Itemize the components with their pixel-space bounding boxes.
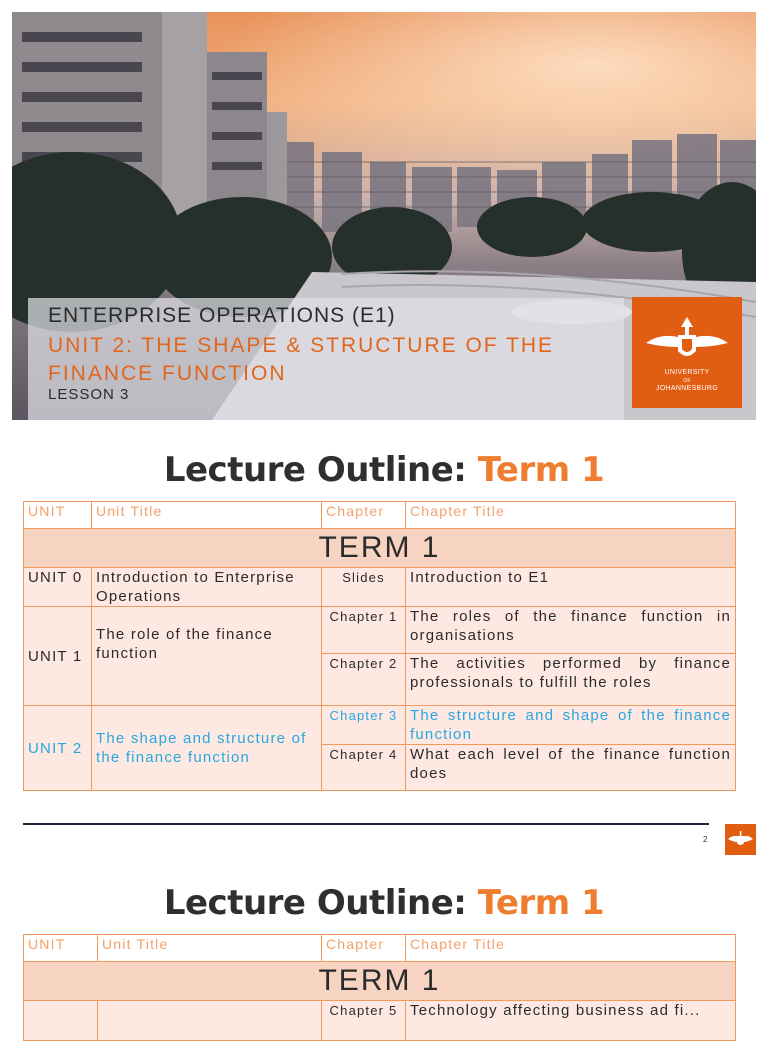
outline-title-prefix: Lecture Outline:	[163, 450, 467, 490]
header-chapter: Chapter	[322, 502, 406, 529]
chapter-cell: Slides	[322, 568, 406, 607]
unit-cell: UNIT 2	[24, 706, 92, 791]
unit-cell: UNIT 1	[24, 607, 92, 706]
unit-title-cell: The shape and structure of the finance function	[92, 706, 322, 791]
outline-title-accent: Term 1	[477, 883, 605, 923]
unit-title-cell: The role of the finance function	[92, 607, 322, 706]
chapter-title-cell: Technology affecting business ad fi...	[406, 1001, 736, 1041]
table-row	[24, 568, 736, 607]
table-row	[24, 706, 736, 745]
chapter-cell: Chapter 1	[322, 607, 406, 654]
outline-title-prefix: Lecture Outline:	[163, 883, 467, 923]
term-row	[24, 529, 736, 568]
logo-line-of: OF	[683, 378, 691, 384]
unit-title-cell: Introduction to Enterprise Operations	[92, 568, 322, 607]
footer-logo	[725, 824, 756, 855]
logo-line-university: UNIVERSITY	[664, 369, 710, 376]
table-header-row	[24, 935, 736, 962]
header-chapter-title: Chapter Title	[406, 935, 736, 962]
unit-cell	[24, 1001, 98, 1041]
unit-title-cell	[98, 1001, 322, 1041]
header-chapter-title: Chapter Title	[406, 502, 736, 529]
term-label: TERM 1	[24, 962, 736, 1001]
university-logo	[632, 297, 742, 408]
outline-title-accent: Term 1	[477, 450, 605, 490]
chapter-title-cell: The structure and shape of the finance function	[406, 706, 736, 745]
logo-line-johannesburg: JOHANNESBURG	[656, 385, 718, 392]
unit-title: UNIT 2: THE SHAPE & STRUCTURE OF THE FINANCE FUNCTION	[48, 334, 555, 385]
chapter-cell: Chapter 2	[322, 654, 406, 706]
chapter-title-cell: The activities performed by finance professionals to fulfill the roles	[406, 654, 736, 706]
term-label: TERM 1	[24, 529, 736, 568]
title-slide	[12, 12, 756, 420]
header-chapter: Chapter	[322, 935, 406, 962]
course-title: ENTERPRISE OPERATIONS (E1)	[48, 304, 396, 327]
outline-title	[0, 450, 768, 490]
outline-title	[0, 883, 768, 923]
chapter-cell: Chapter 5	[322, 1001, 406, 1041]
footer-divider	[23, 823, 709, 825]
uj-emblem-icon	[632, 297, 742, 369]
term-row	[24, 962, 736, 1001]
unit-cell: UNIT 0	[24, 568, 92, 607]
outline-table	[23, 934, 736, 1041]
outline-table	[23, 501, 736, 791]
table-row	[24, 607, 736, 654]
header-unit-title: Unit Title	[98, 935, 322, 962]
chapter-title-cell: The roles of the finance function in organisations	[406, 607, 736, 654]
logo-wordmark	[632, 369, 742, 393]
chapter-cell: Chapter 4	[322, 745, 406, 791]
chapter-title-cell: Introduction to E1	[406, 568, 736, 607]
header-unit: UNIT	[24, 935, 98, 962]
header-unit-title: Unit Title	[92, 502, 322, 529]
table-row	[24, 1001, 736, 1041]
uj-emblem-icon	[725, 824, 756, 855]
table-header-row	[24, 502, 736, 529]
chapter-title-cell: What each level of the finance function does	[406, 745, 736, 791]
page-number: 2	[703, 835, 708, 844]
lesson-label: LESSON 3	[48, 386, 130, 403]
header-unit: UNIT	[24, 502, 92, 529]
chapter-cell: Chapter 3	[322, 706, 406, 745]
